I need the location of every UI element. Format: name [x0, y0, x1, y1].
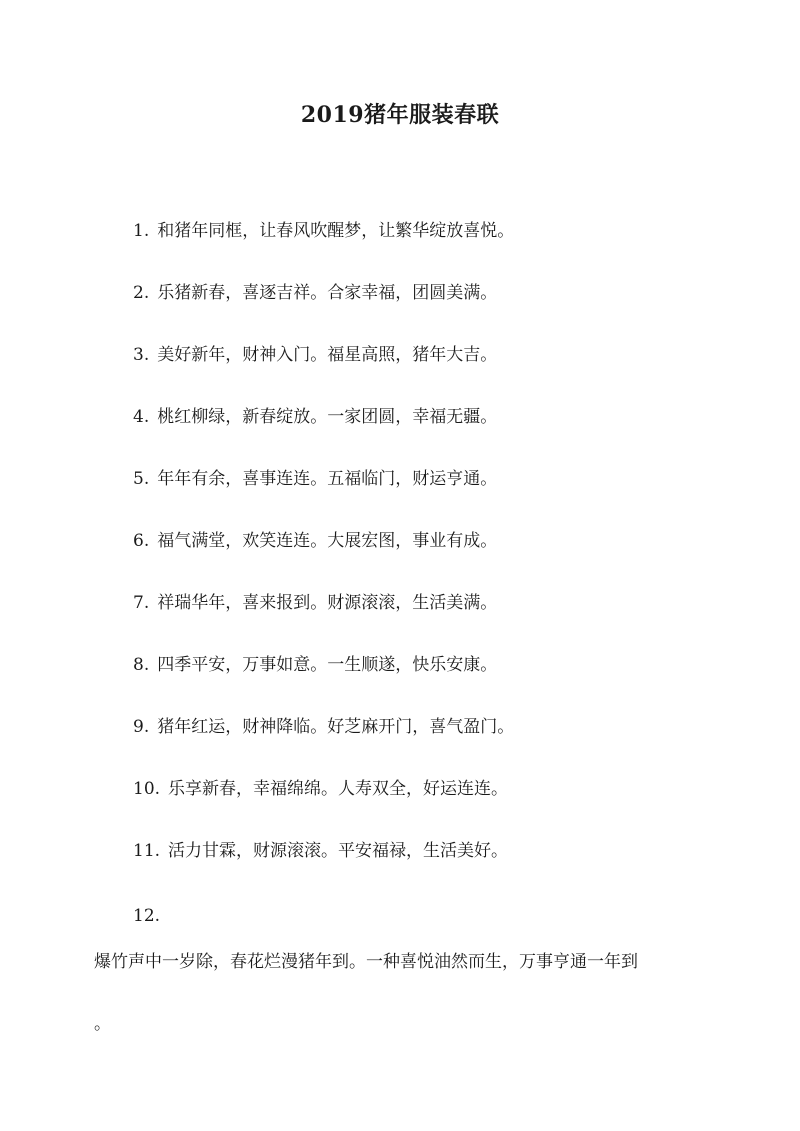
item-text: 活力甘霖，财源滚滚。平安福禄，生活美好。 — [168, 841, 509, 861]
item-number: 6. — [133, 531, 150, 551]
list-item — [133, 591, 497, 615]
item-text: 乐享新春，幸福绵绵。人寿双全，好运连连。 — [168, 779, 509, 799]
item-12-text: 爆竹声中一岁除，春花烂漫猪年到。一种喜悦油然而生，万事亨通一年到 — [94, 952, 638, 972]
item-number: 3. — [133, 345, 150, 365]
item-number: 11. — [133, 841, 161, 861]
list-item — [133, 467, 497, 491]
list-item — [133, 715, 514, 739]
item-number: 4. — [133, 407, 150, 427]
item-text: 猪年红运，财神降临。好芝麻开门，喜气盈门。 — [157, 717, 515, 737]
item-number: 10. — [133, 779, 161, 799]
item-text: 乐猪新春，喜逐吉祥。合家幸福，团圆美满。 — [157, 283, 498, 303]
item-number: 7. — [133, 593, 150, 613]
list-item — [133, 529, 497, 553]
list-item — [133, 839, 508, 863]
item-number: 8. — [133, 655, 150, 675]
item-number: 2. — [133, 283, 150, 303]
item-text: 福气满堂，欢笑连连。大展宏图，事业有成。 — [157, 531, 498, 551]
list-item — [133, 343, 497, 367]
list-item — [133, 653, 497, 677]
item-number: 5. — [133, 469, 150, 489]
item-text: 年年有余，喜事连连。五福临门，财运亨通。 — [157, 469, 498, 489]
item-12-tail: 。 — [94, 1014, 111, 1034]
item-text: 祥瑞华年，喜来报到。财源滚滚，生活美满。 — [157, 593, 498, 613]
list-item — [133, 777, 508, 801]
item-text: 桃红柳绿，新春绽放。一家团圆，幸福无疆。 — [157, 407, 498, 427]
page-title: 2019猪年服装春联 — [300, 102, 500, 128]
list-item — [133, 281, 497, 305]
item-number: 1. — [133, 221, 150, 241]
item-text: 和猪年同框，让春风吹醒梦，让繁华绽放喜悦。 — [157, 221, 515, 241]
list-item — [133, 405, 497, 429]
item-number: 9. — [133, 717, 150, 737]
item-text: 美好新年，财神入门。福星高照，猪年大吉。 — [157, 345, 498, 365]
item-text: 四季平安，万事如意。一生顺遂，快乐安康。 — [157, 655, 498, 675]
item-number: 12. — [133, 906, 161, 926]
list-item — [133, 219, 514, 243]
